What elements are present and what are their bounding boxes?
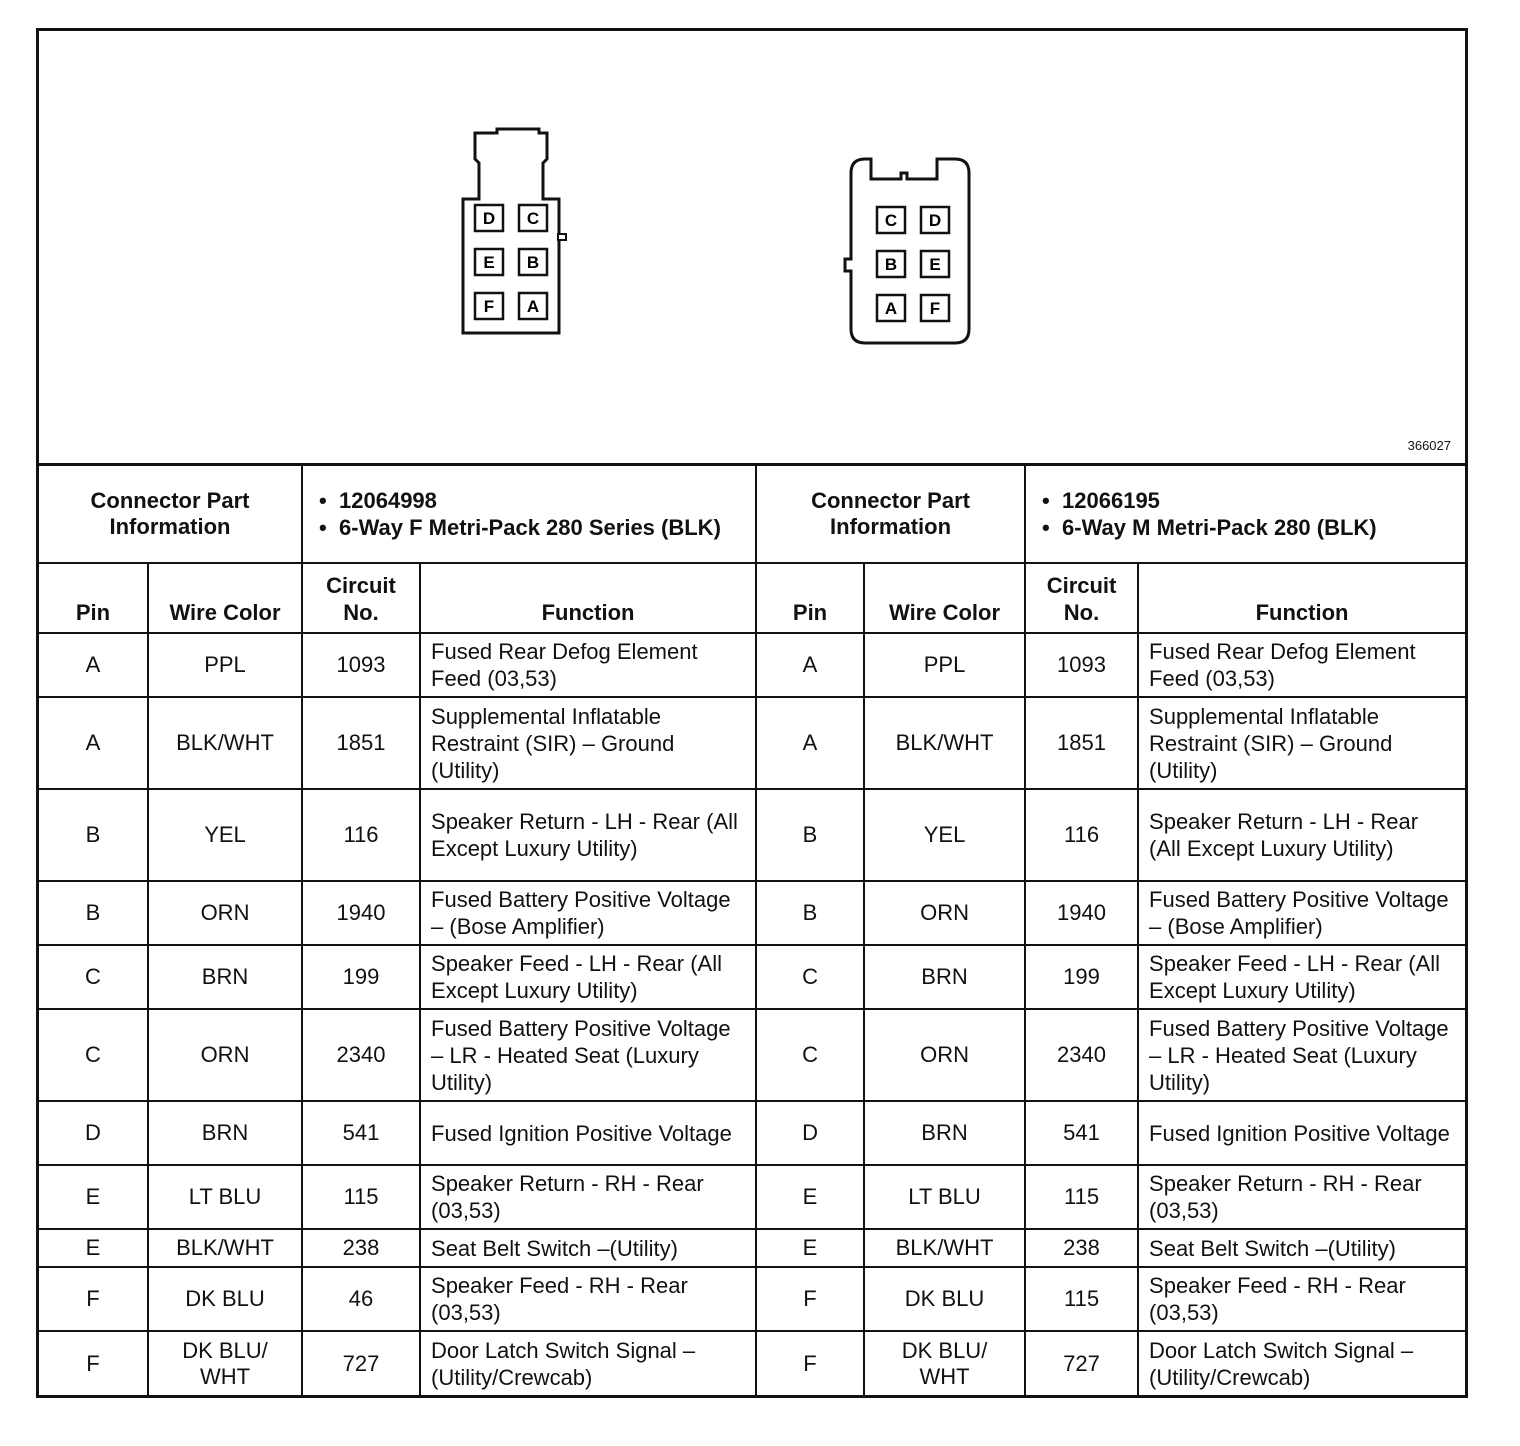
wire-color-cell: BLK/WHT xyxy=(148,1229,302,1267)
wire-color-cell: DK BLU/ WHT xyxy=(148,1331,302,1395)
pin-cell: F xyxy=(39,1267,148,1331)
function-cell: Fused Ignition Positive Voltage xyxy=(420,1101,756,1165)
col-header-function: Function xyxy=(420,563,756,633)
pin-cavity xyxy=(519,205,547,231)
pin-cell: F xyxy=(756,1331,864,1395)
pin-label: A xyxy=(526,297,540,316)
pin-cell: C xyxy=(39,945,148,1009)
function-cell: Speaker Feed - LH - Rear (All Except Luxury Utility) xyxy=(1138,945,1465,1009)
part-description: • 6-Way M Metri-Pack 280 (BLK) xyxy=(1036,514,1455,541)
circuit-cell: 199 xyxy=(1025,945,1138,1009)
circuit-cell: 2340 xyxy=(1025,1009,1138,1101)
pin-cell: E xyxy=(756,1229,864,1267)
wire-color-cell: DK BLU/ WHT xyxy=(864,1331,1025,1395)
function-cell: Seat Belt Switch –(Utility) xyxy=(1138,1229,1465,1267)
column-header-row xyxy=(39,563,1465,633)
pin-cavity xyxy=(877,251,905,277)
pin-cavity xyxy=(877,207,905,233)
pin-cell: F xyxy=(39,1331,148,1395)
wire-color-cell: BRN xyxy=(864,1101,1025,1165)
pin-label: C xyxy=(526,209,540,228)
wire-color-cell: PPL xyxy=(148,633,302,697)
connector-document xyxy=(36,28,1468,1398)
table-row xyxy=(39,881,1465,945)
function-cell: Door Latch Switch Signal – (Utility/Crewcab) xyxy=(1138,1331,1465,1395)
circuit-cell: 46 xyxy=(302,1267,420,1331)
table-row xyxy=(39,1101,1465,1165)
table-row xyxy=(39,1229,1465,1267)
function-cell: Supplemental Inflatable Restraint (SIR) – Ground (Utility) xyxy=(420,697,756,789)
pin-cavity xyxy=(921,295,949,321)
pin-cell: A xyxy=(39,633,148,697)
part-info-row xyxy=(39,466,1465,563)
wire-color-cell: ORN xyxy=(148,1009,302,1101)
circuit-cell: 116 xyxy=(302,789,420,881)
function-cell: Speaker Return - RH - Rear (03,53) xyxy=(420,1165,756,1229)
function-cell: Fused Rear Defog Element Feed (03,53) xyxy=(1138,633,1465,697)
function-cell: Fused Rear Defog Element Feed (03,53) xyxy=(420,633,756,697)
pin-label: A xyxy=(884,299,898,318)
pin-cell: B xyxy=(756,881,864,945)
table-row xyxy=(39,945,1465,1009)
circuit-cell: 115 xyxy=(302,1165,420,1229)
part-info-list xyxy=(302,466,756,563)
wire-color-cell: BLK/WHT xyxy=(148,697,302,789)
circuit-cell: 199 xyxy=(302,945,420,1009)
table-row xyxy=(39,633,1465,697)
pin-cell: D xyxy=(39,1101,148,1165)
col-header-circuit: Circuit No. xyxy=(302,563,420,633)
female-connector-face xyxy=(459,127,569,337)
pin-cell: B xyxy=(39,789,148,881)
part-description: • 6-Way F Metri-Pack 280 Series (BLK) xyxy=(313,514,745,541)
circuit-cell: 1940 xyxy=(302,881,420,945)
pin-cell: A xyxy=(756,697,864,789)
pin-cavity xyxy=(475,249,503,275)
function-cell: Supplemental Inflatable Restraint (SIR) – Ground (Utility) xyxy=(1138,697,1465,789)
pinout-table xyxy=(39,466,1465,1395)
part-info-label: Connector Part Information xyxy=(39,466,302,563)
table-row xyxy=(39,1267,1465,1331)
circuit-cell: 541 xyxy=(1025,1101,1138,1165)
circuit-cell: 2340 xyxy=(302,1009,420,1101)
circuit-cell: 727 xyxy=(302,1331,420,1395)
function-cell: Speaker Return - RH - Rear (03,53) xyxy=(1138,1165,1465,1229)
pin-label: B xyxy=(884,255,898,274)
function-cell: Speaker Return - LH - Rear (All Except Luxury Utility) xyxy=(1138,789,1465,881)
part-info-list xyxy=(1025,466,1465,563)
function-cell: Speaker Feed - RH - Rear (03,53) xyxy=(420,1267,756,1331)
pin-cell: D xyxy=(756,1101,864,1165)
wire-color-cell: YEL xyxy=(148,789,302,881)
function-cell: Fused Ignition Positive Voltage xyxy=(1138,1101,1465,1165)
col-header-circuit: Circuit No. xyxy=(1025,563,1138,633)
function-cell: Speaker Feed - LH - Rear (All Except Luxury Utility) xyxy=(420,945,756,1009)
wire-color-cell: BLK/WHT xyxy=(864,1229,1025,1267)
pin-label: E xyxy=(929,255,941,274)
wire-color-cell: DK BLU xyxy=(148,1267,302,1331)
wire-color-cell: BLK/WHT xyxy=(864,697,1025,789)
wire-color-cell: ORN xyxy=(148,881,302,945)
function-cell: Fused Battery Positive Voltage – LR - Heated Seat (Luxury Utility) xyxy=(420,1009,756,1101)
pin-cell: E xyxy=(39,1229,148,1267)
pin-cavity xyxy=(475,205,503,231)
pin-cavity xyxy=(475,293,503,319)
function-cell: Door Latch Switch Signal – (Utility/Crewcab) xyxy=(420,1331,756,1395)
connector-diagram xyxy=(39,31,1465,466)
wire-color-cell: BRN xyxy=(148,945,302,1009)
function-cell: Fused Battery Positive Voltage – (Bose Amplifier) xyxy=(420,881,756,945)
pin-cavity xyxy=(877,295,905,321)
wire-color-cell: BRN xyxy=(864,945,1025,1009)
col-header-wire-color: Wire Color xyxy=(148,563,302,633)
pin-label: B xyxy=(526,253,540,272)
table-row xyxy=(39,789,1465,881)
function-cell: Fused Battery Positive Voltage – (Bose Amplifier) xyxy=(1138,881,1465,945)
wire-color-cell: ORN xyxy=(864,1009,1025,1101)
pin-cell: C xyxy=(756,1009,864,1101)
circuit-cell: 238 xyxy=(302,1229,420,1267)
circuit-cell: 1851 xyxy=(1025,697,1138,789)
circuit-cell: 1940 xyxy=(1025,881,1138,945)
pin-label: E xyxy=(483,253,495,272)
pin-cell: A xyxy=(39,697,148,789)
col-header-pin: Pin xyxy=(39,563,148,633)
circuit-cell: 541 xyxy=(302,1101,420,1165)
part-number: • 12066195 xyxy=(1036,487,1455,514)
figure-id: 366027 xyxy=(1407,438,1451,453)
pin-cavity xyxy=(519,293,547,319)
wire-color-cell: YEL xyxy=(864,789,1025,881)
circuit-cell: 115 xyxy=(1025,1267,1138,1331)
male-connector-face xyxy=(837,153,977,353)
pin-cell: F xyxy=(756,1267,864,1331)
table-row xyxy=(39,697,1465,789)
part-number: • 12064998 xyxy=(313,487,745,514)
circuit-cell: 238 xyxy=(1025,1229,1138,1267)
function-cell: Speaker Feed - RH - Rear (03,53) xyxy=(1138,1267,1465,1331)
function-cell: Speaker Return - LH - Rear (All Except Luxury Utility) xyxy=(420,789,756,881)
col-header-function: Function xyxy=(1138,563,1465,633)
wire-color-cell: DK BLU xyxy=(864,1267,1025,1331)
pin-cell: C xyxy=(39,1009,148,1101)
wire-color-cell: PPL xyxy=(864,633,1025,697)
wire-color-cell: BRN xyxy=(148,1101,302,1165)
pin-cavity xyxy=(921,207,949,233)
wire-color-cell: LT BLU xyxy=(864,1165,1025,1229)
part-info-label: Connector Part Information xyxy=(756,466,1025,563)
function-cell: Fused Battery Positive Voltage – LR - Heated Seat (Luxury Utility) xyxy=(1138,1009,1465,1101)
pin-cell: E xyxy=(756,1165,864,1229)
pin-cell: A xyxy=(756,633,864,697)
table-row xyxy=(39,1009,1465,1101)
pin-label: F xyxy=(929,299,941,318)
circuit-cell: 1851 xyxy=(302,697,420,789)
pin-label: F xyxy=(483,297,495,316)
wire-color-cell: ORN xyxy=(864,881,1025,945)
pin-label: C xyxy=(884,211,898,230)
circuit-cell: 115 xyxy=(1025,1165,1138,1229)
pin-cell: E xyxy=(39,1165,148,1229)
pin-cavity xyxy=(519,249,547,275)
circuit-cell: 116 xyxy=(1025,789,1138,881)
pin-cavity xyxy=(921,251,949,277)
pin-label: D xyxy=(482,209,496,228)
col-header-wire-color: Wire Color xyxy=(864,563,1025,633)
pin-cell: C xyxy=(756,945,864,1009)
pin-cell: B xyxy=(39,881,148,945)
circuit-cell: 1093 xyxy=(302,633,420,697)
table-row xyxy=(39,1165,1465,1229)
pin-label: D xyxy=(928,211,942,230)
circuit-cell: 1093 xyxy=(1025,633,1138,697)
function-cell: Seat Belt Switch –(Utility) xyxy=(420,1229,756,1267)
table-row xyxy=(39,1331,1465,1395)
circuit-cell: 727 xyxy=(1025,1331,1138,1395)
wire-color-cell: LT BLU xyxy=(148,1165,302,1229)
col-header-pin: Pin xyxy=(756,563,864,633)
pin-cell: B xyxy=(756,789,864,881)
